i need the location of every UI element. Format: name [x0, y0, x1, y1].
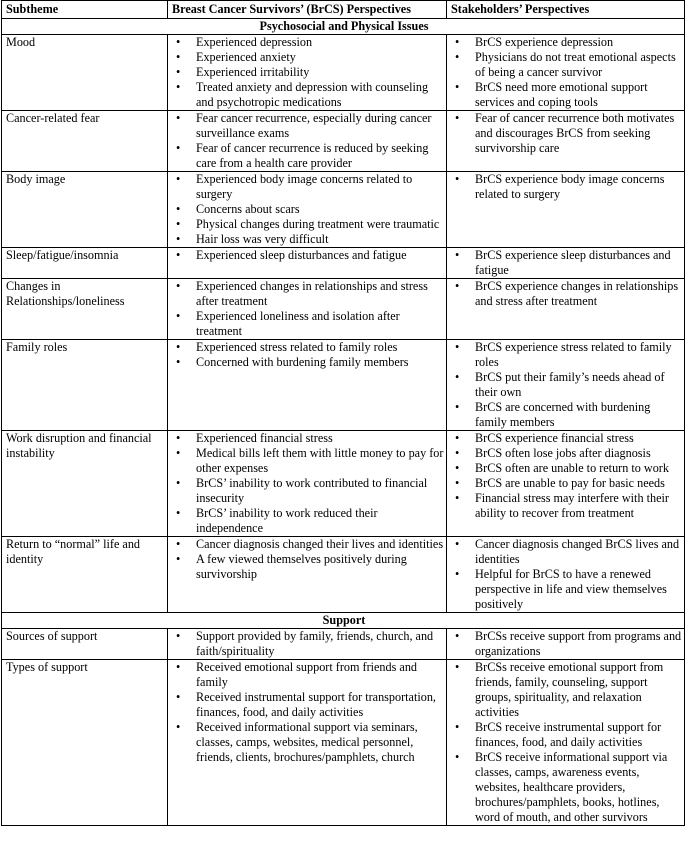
list-item-text: Received emotional support from friends and family — [196, 660, 418, 689]
brcs-perspectives-cell — [168, 172, 447, 248]
bullet-list — [451, 111, 682, 156]
bullet-icon: • — [176, 537, 181, 551]
list-item-text: BrCS experience depression — [475, 35, 614, 49]
bullet-icon: • — [176, 340, 181, 354]
list-item-text: Hair loss was very difficult — [196, 232, 329, 246]
table-row — [2, 172, 685, 248]
list-item — [451, 476, 682, 491]
subtheme-cell: Family roles — [2, 340, 168, 431]
table-row — [2, 340, 685, 431]
brcs-perspectives-cell — [168, 660, 447, 826]
list-item-text: BrCS need more emotional support services and coping tools — [475, 80, 648, 109]
bullet-list — [172, 660, 444, 765]
list-item-text: Medical bills left them with little money to pay for other expenses — [196, 446, 444, 475]
list-item — [172, 690, 444, 720]
table-row — [2, 35, 685, 111]
bullet-icon: • — [455, 248, 460, 262]
list-item-text: Concerned with burdening family members — [196, 355, 409, 369]
bullet-icon: • — [176, 141, 181, 155]
list-item-text: Fear of cancer recurrence both motivates and discourages BrCS from seeking survivorship care — [475, 111, 675, 155]
list-item-text: BrCS experience changes in relationships and stress after treatment — [475, 279, 679, 308]
bullet-icon: • — [176, 202, 181, 216]
bullet-list — [451, 629, 682, 659]
list-item — [172, 172, 444, 202]
list-item — [451, 400, 682, 430]
table-row — [2, 660, 685, 826]
list-item — [172, 629, 444, 659]
stakeholders-perspectives-cell — [447, 431, 685, 537]
list-item — [451, 720, 682, 750]
bullet-icon: • — [455, 80, 460, 94]
list-item — [451, 446, 682, 461]
list-item — [172, 141, 444, 171]
list-item-text: Experienced body image concerns related to surgery — [196, 172, 413, 201]
list-item-text: Cancer diagnosis changed their lives and identities — [196, 537, 444, 551]
bullet-icon: • — [176, 232, 181, 246]
list-item — [172, 537, 444, 552]
bullet-icon: • — [176, 279, 181, 293]
list-item-text: BrCS experience body image concerns related to surgery — [475, 172, 665, 201]
bullet-icon: • — [176, 65, 181, 79]
list-item — [451, 660, 682, 720]
list-item — [451, 567, 682, 612]
header-brcs-perspectives: Breast Cancer Survivors’ (BrCS) Perspectives — [168, 1, 447, 19]
list-item — [172, 50, 444, 65]
bullet-icon: • — [176, 172, 181, 186]
list-item-text: Received instrumental support for transportation, finances, food, and daily activities — [196, 690, 436, 719]
subtheme-cell: Types of support — [2, 660, 168, 826]
bullet-icon: • — [176, 690, 181, 704]
bullet-icon: • — [176, 309, 181, 323]
list-item-text: BrCS experience financial stress — [475, 431, 634, 445]
subtheme-table — [1, 0, 685, 826]
list-item-text: Experienced changes in relationships and stress after treatment — [196, 279, 428, 308]
list-item-text: BrCS experience stress related to family roles — [475, 340, 672, 369]
section-title: Support — [2, 613, 685, 629]
table-row — [2, 629, 685, 660]
stakeholders-perspectives-cell — [447, 172, 685, 248]
bullet-icon: • — [455, 720, 460, 734]
list-item — [172, 202, 444, 217]
stakeholders-perspectives-cell — [447, 111, 685, 172]
bullet-icon: • — [176, 80, 181, 94]
bullet-icon: • — [176, 35, 181, 49]
list-item — [451, 35, 682, 50]
table-row — [2, 248, 685, 279]
bullet-icon: • — [455, 35, 460, 49]
header-subtheme: Subtheme — [2, 1, 168, 19]
list-item-text: Treated anxiety and depression with counseling and psychotropic medications — [196, 80, 429, 109]
list-item-text: BrCSs receive support from programs and organizations — [475, 629, 682, 658]
stakeholders-perspectives-cell — [447, 279, 685, 340]
subtheme-cell: Changes in Relationships/loneliness — [2, 279, 168, 340]
list-item — [172, 552, 444, 582]
bullet-icon: • — [176, 217, 181, 231]
list-item — [451, 111, 682, 156]
subtheme-cell: Sources of support — [2, 629, 168, 660]
bullet-icon: • — [176, 446, 181, 460]
brcs-perspectives-cell — [168, 35, 447, 111]
list-item — [451, 172, 682, 202]
bullet-icon: • — [176, 111, 181, 125]
list-item-text: BrCS often are unable to return to work — [475, 461, 669, 475]
list-item — [172, 217, 444, 232]
subtheme-cell: Cancer-related fear — [2, 111, 168, 172]
bullet-list — [172, 172, 444, 247]
bullet-icon: • — [176, 476, 181, 490]
bullet-icon: • — [455, 461, 460, 475]
table-row — [2, 431, 685, 537]
list-item — [172, 35, 444, 50]
list-item — [172, 431, 444, 446]
list-item-text: Experienced anxiety — [196, 50, 296, 64]
bullet-list — [451, 279, 682, 309]
list-item-text: BrCS receive instrumental support for finances, food, and daily activities — [475, 720, 662, 749]
stakeholders-perspectives-cell — [447, 35, 685, 111]
list-item-text: BrCSs receive emotional support from friends, family, counseling, support groups, spirituality, and relaxation activities — [475, 660, 664, 719]
list-item — [172, 476, 444, 506]
list-item — [451, 629, 682, 659]
brcs-perspectives-cell — [168, 431, 447, 537]
bullet-icon: • — [455, 750, 460, 764]
list-item-text: Experienced stress related to family roles — [196, 340, 398, 354]
brcs-perspectives-cell — [168, 248, 447, 279]
brcs-perspectives-cell — [168, 111, 447, 172]
bullet-list — [451, 431, 682, 521]
list-item-text: Physicians do not treat emotional aspects of being a cancer survivor — [475, 50, 676, 79]
list-item-text: BrCS’ inability to work contributed to financial insecurity — [196, 476, 428, 505]
bullet-list — [172, 629, 444, 659]
bullet-icon: • — [455, 172, 460, 186]
list-item — [172, 80, 444, 110]
bullet-list — [172, 111, 444, 171]
bullet-icon: • — [455, 279, 460, 293]
bullet-list — [172, 340, 444, 370]
bullet-icon: • — [455, 50, 460, 64]
bullet-icon: • — [455, 567, 460, 581]
list-item — [172, 355, 444, 370]
section-header-row — [2, 19, 685, 35]
subtheme-cell: Sleep/fatigue/insomnia — [2, 248, 168, 279]
list-item-text: BrCS experience sleep disturbances and fatigue — [475, 248, 671, 277]
subtheme-cell: Return to “normal” life and identity — [2, 537, 168, 613]
bullet-icon: • — [455, 491, 460, 505]
bullet-list — [451, 537, 682, 612]
header-stakeholders-perspectives: Stakeholders’ Perspectives — [447, 1, 685, 19]
stakeholders-perspectives-cell — [447, 340, 685, 431]
list-item — [451, 50, 682, 80]
list-item — [172, 111, 444, 141]
bullet-icon: • — [455, 629, 460, 643]
brcs-perspectives-cell — [168, 279, 447, 340]
bullet-icon: • — [455, 660, 460, 674]
table-row — [2, 279, 685, 340]
list-item-text: Experienced financial stress — [196, 431, 333, 445]
list-item — [451, 248, 682, 278]
list-item-text: Experienced loneliness and isolation after treatment — [196, 309, 400, 338]
table-row — [2, 537, 685, 613]
list-item-text: Fear cancer recurrence, especially during cancer surveillance exams — [196, 111, 432, 140]
bullet-icon: • — [176, 629, 181, 643]
bullet-icon: • — [455, 111, 460, 125]
bullet-list — [451, 248, 682, 278]
bullet-list — [172, 431, 444, 536]
list-item-text: Experienced sleep disturbances and fatigue — [196, 248, 407, 262]
list-item — [451, 461, 682, 476]
stakeholders-perspectives-cell — [447, 248, 685, 279]
list-item-text: BrCS put their family’s needs ahead of their own — [475, 370, 665, 399]
table-row — [2, 111, 685, 172]
bullet-icon: • — [455, 446, 460, 460]
list-item — [172, 446, 444, 476]
list-item-text: Cancer diagnosis changed BrCS lives and identities — [475, 537, 680, 566]
stakeholders-perspectives-cell — [447, 660, 685, 826]
list-item — [451, 80, 682, 110]
list-item-text: Financial stress may interfere with their ability to recover from treatment — [475, 491, 669, 520]
list-item — [172, 340, 444, 355]
list-item-text: Fear of cancer recurrence is reduced by seeking care from a health care provider — [196, 141, 429, 170]
brcs-perspectives-cell — [168, 629, 447, 660]
list-item-text: BrCS are concerned with burdening family members — [475, 400, 651, 429]
list-item — [172, 65, 444, 80]
stakeholders-perspectives-cell — [447, 629, 685, 660]
list-item-text: BrCS are unable to pay for basic needs — [475, 476, 665, 490]
bullet-list — [172, 279, 444, 339]
list-item — [451, 431, 682, 446]
list-item-text: Received informational support via seminars, classes, camps, websites, medical personnel, friends, clients, brochures/pamphlets, church — [196, 720, 418, 764]
subtheme-cell: Body image — [2, 172, 168, 248]
list-item-text: BrCS receive informational support via classes, camps, awareness events, websites, healthcare providers, brochures/pamphlets, books, hotlines, word of mouth, and other survivors — [475, 750, 668, 824]
bullet-icon: • — [176, 552, 181, 566]
bullet-icon: • — [176, 431, 181, 445]
bullet-list — [451, 35, 682, 110]
list-item — [172, 279, 444, 309]
brcs-perspectives-cell — [168, 537, 447, 613]
bullet-icon: • — [176, 506, 181, 520]
bullet-list — [172, 537, 444, 582]
bullet-icon: • — [455, 431, 460, 445]
list-item-text: Physical changes during treatment were traumatic — [196, 217, 440, 231]
list-item — [172, 309, 444, 339]
list-item-text: BrCS often lose jobs after diagnosis — [475, 446, 651, 460]
bullet-icon: • — [455, 537, 460, 551]
bullet-list — [451, 660, 682, 825]
list-item-text: Experienced depression — [196, 35, 313, 49]
stakeholders-perspectives-cell — [447, 537, 685, 613]
bullet-icon: • — [455, 370, 460, 384]
bullet-list — [451, 172, 682, 202]
list-item — [172, 506, 444, 536]
bullet-list — [172, 35, 444, 110]
section-header-row — [2, 613, 685, 629]
list-item — [451, 750, 682, 825]
list-item-text: BrCS’ inability to work reduced their independence — [196, 506, 378, 535]
list-item — [451, 279, 682, 309]
bullet-icon: • — [176, 720, 181, 734]
bullet-list — [172, 248, 444, 263]
list-item-text: Experienced irritability — [196, 65, 310, 79]
bullet-icon: • — [176, 355, 181, 369]
list-item — [172, 660, 444, 690]
bullet-list — [451, 340, 682, 430]
bullet-icon: • — [176, 248, 181, 262]
list-item-text: Concerns about scars — [196, 202, 300, 216]
table-header-row — [2, 1, 685, 19]
list-item — [451, 370, 682, 400]
list-item — [451, 537, 682, 567]
list-item-text: Helpful for BrCS to have a renewed perspective in life and view themselves positively — [475, 567, 667, 611]
bullet-icon: • — [455, 476, 460, 490]
list-item-text: Support provided by family, friends, church, and faith/spirituality — [196, 629, 434, 658]
subtheme-cell: Work disruption and financial instability — [2, 431, 168, 537]
section-title: Psychosocial and Physical Issues — [2, 19, 685, 35]
list-item-text: A few viewed themselves positively during survivorship — [196, 552, 407, 581]
bullet-icon: • — [455, 340, 460, 354]
brcs-perspectives-cell — [168, 340, 447, 431]
list-item — [172, 720, 444, 765]
list-item — [172, 232, 444, 247]
table-body — [2, 19, 685, 826]
list-item — [451, 340, 682, 370]
bullet-icon: • — [455, 400, 460, 414]
subtheme-cell: Mood — [2, 35, 168, 111]
list-item — [172, 248, 444, 263]
list-item — [451, 491, 682, 521]
bullet-icon: • — [176, 660, 181, 674]
bullet-icon: • — [176, 50, 181, 64]
